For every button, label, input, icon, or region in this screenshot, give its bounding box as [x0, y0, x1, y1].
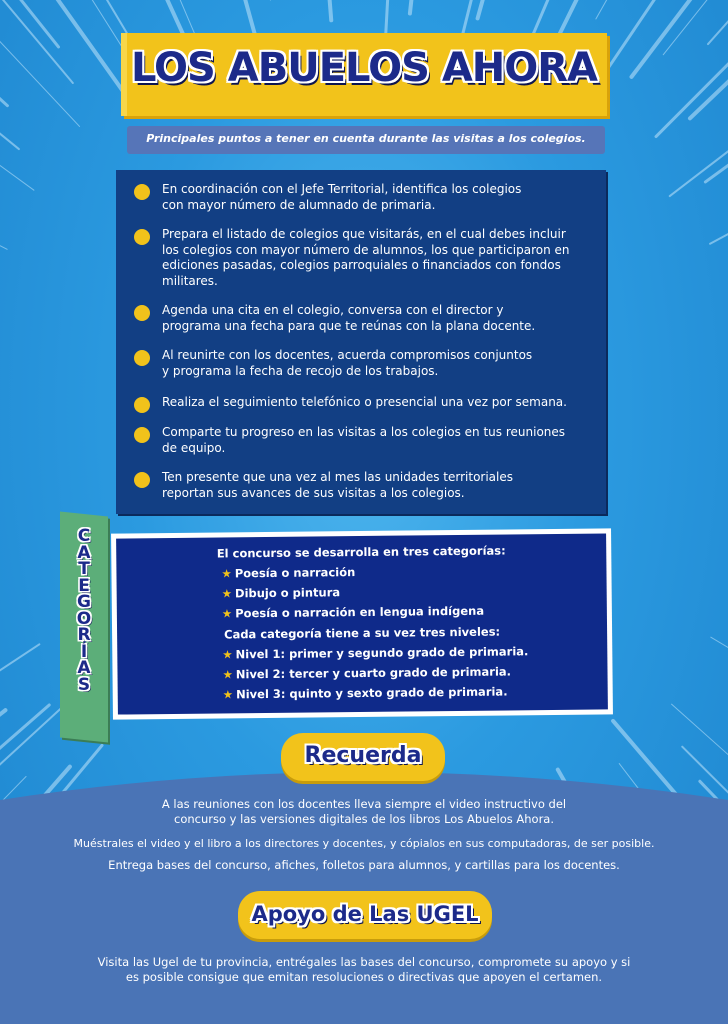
apoyo-label: Apoyo de Las UGEL — [251, 902, 479, 926]
burst-ray — [320, 0, 331, 20]
star-icon: ★ — [222, 687, 234, 702]
vertical-letter: A — [77, 658, 91, 678]
bullet-dot-icon — [134, 184, 150, 200]
category-item: ★ Poesía o narración en lengua indígena — [221, 603, 485, 621]
step-line: los colegios con mayor número de alumnos, los que participaron en — [162, 242, 570, 257]
bullet-dot-icon — [134, 305, 150, 321]
vertical-letter: T — [78, 559, 90, 579]
step-line: reportan sus avances de sus visitas a los colegios. — [162, 485, 465, 500]
subtitle-bar — [127, 126, 605, 154]
recuerda-label: Recuerda — [304, 743, 422, 768]
burst-ray — [710, 131, 728, 243]
title-banner — [121, 33, 607, 116]
recuerda-paragraph-3: Entrega bases del concurso, afiches, folletos para alumnos, y cartillas para los docentes. — [108, 858, 620, 872]
vertical-letter: C — [77, 526, 91, 546]
step-line: En coordinación con el Jefe Territorial, identifica los colegios — [162, 182, 522, 196]
step-line: Comparte tu progreso en las visitas a los colegios en tus reuniones — [162, 425, 566, 439]
recuerda-badge — [281, 733, 445, 781]
categorias-vertical-label — [60, 528, 108, 728]
vertical-letter: A — [77, 542, 91, 563]
bullet-dot-icon — [134, 472, 150, 488]
category-item: ★ Poesía o narración — [221, 565, 356, 581]
vertical-letter: S — [77, 674, 91, 695]
burst-ray — [0, 42, 34, 190]
burst-ray — [708, 0, 728, 44]
bullet-dot-icon — [134, 427, 150, 443]
burst-ray — [670, 84, 728, 196]
step-line: ediciones pasadas, colegios parroquiales o financiados con fondos — [162, 258, 561, 272]
vertical-letter: Í — [80, 641, 88, 662]
step-line: con mayor número de alumnado de primaria. — [162, 197, 436, 212]
apoyo-badge — [238, 891, 492, 939]
burst-ray — [0, 0, 7, 106]
burst-ray — [0, 0, 73, 83]
step-line: Realiza el seguimiento telefónico o presencial una vez por semana. — [162, 395, 567, 409]
apoyo-paragraph: Visita las Ugel de tu provincia, entrégales las bases del concurso, compromete su apoyo y si es posible consigue que emitan resoluciones o directivas que apoyen el certamen. — [97, 955, 631, 984]
star-icon: ★ — [221, 606, 233, 621]
step-line: Ten presente que una vez al mes las unidades territoriales — [162, 470, 513, 484]
subtitle: Principales puntos a tener en cuenta durante las visitas a los colegios. — [146, 132, 586, 145]
step-line: Agenda una cita en el colegio, conversa con el director y — [162, 303, 504, 317]
level-item: ★ Nivel 3: quinto y sexto grado de primaria. — [222, 684, 508, 702]
bullet-dot-icon — [134, 350, 150, 366]
vertical-letter: E — [78, 575, 90, 596]
step-line: Al reunirte con los docentes, acuerda compromisos conjuntos — [162, 348, 533, 362]
level-item: ★ Nivel 1: primer y segundo grado de primaria. — [222, 644, 529, 662]
vertical-letter: R — [77, 625, 91, 645]
star-icon: ★ — [222, 647, 233, 662]
burst-ray — [690, 0, 728, 118]
burst-ray — [0, 21, 80, 126]
bullet-dot-icon — [134, 397, 150, 413]
star-icon: ★ — [221, 586, 233, 601]
burst-ray — [0, 159, 7, 249]
steps-panel — [116, 170, 606, 514]
recuerda-paragraph-2: Muéstrales el video y el libro a los directores y docentes, y cópialos en sus computadoras, de ser posible. — [73, 837, 655, 850]
vertical-letter: O — [76, 608, 92, 629]
step-line: militares. — [162, 273, 218, 288]
step-line: de equipo. — [162, 440, 226, 455]
burst-ray — [663, 0, 728, 55]
categorias-panel — [111, 528, 613, 719]
page-title: LOS ABUELOS AHORA — [130, 45, 598, 91]
bullet-dot-icon — [134, 229, 150, 245]
step-line: Prepara el listado de colegios que visitarás, en el cual debes incluir — [162, 227, 566, 241]
step-line: programa una fecha para que te reúnas con la plana docente. — [162, 318, 536, 333]
category-item: ★ Dibujo o pintura — [221, 585, 341, 601]
step-line: y programa la fecha de recojo de los trabajos. — [162, 363, 439, 378]
recuerda-paragraph-1: A las reuniones con los docentes lleva siempre el video instructivo del concurso y las versiones digitales de los libros Los Abuelos Ahora. — [161, 797, 567, 826]
level-item: ★ Nivel 2: tercer y cuarto grado de primaria. — [222, 664, 512, 682]
star-icon: ★ — [221, 566, 232, 581]
vertical-letter: G — [77, 592, 91, 612]
burst-ray — [410, 0, 431, 14]
star-icon: ★ — [222, 667, 233, 682]
levels-heading: Cada categoría tiene a su vez tres niveles: — [224, 624, 501, 642]
burst-ray — [478, 0, 543, 18]
categorias-heading: El concurso se desarrolla en tres categorías: — [216, 543, 506, 561]
